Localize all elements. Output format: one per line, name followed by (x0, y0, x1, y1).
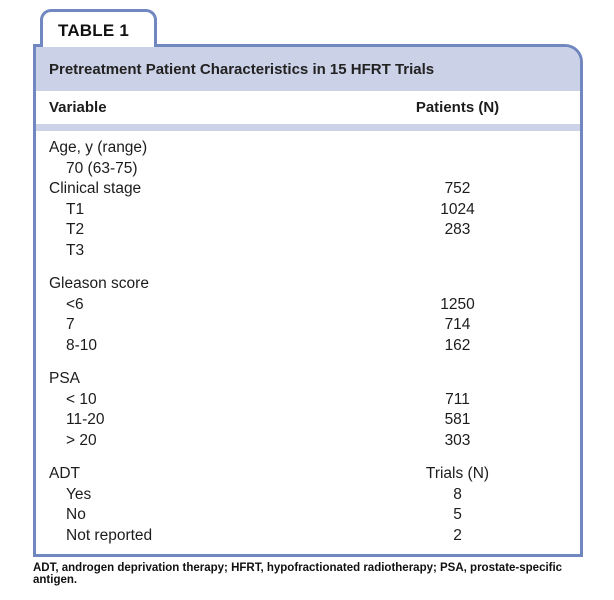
row-value: 714 (444, 316, 471, 334)
row-label: PSA (49, 370, 81, 388)
table-row (36, 138, 580, 159)
row-label: Gleason score (49, 275, 149, 293)
row-value: 581 (444, 411, 471, 429)
table-row (36, 464, 580, 485)
column-header-variable: Variable (49, 99, 107, 116)
table-row (36, 431, 580, 452)
table-row (36, 295, 580, 316)
row-label: Clinical stage (49, 180, 142, 198)
row-label: Not reported (66, 526, 153, 544)
table-section (36, 274, 580, 356)
table-row (36, 159, 580, 180)
characteristics-table (33, 44, 583, 557)
row-label: > 20 (66, 431, 97, 449)
row-value: 283 (444, 221, 471, 239)
table-row (36, 485, 580, 506)
row-label: 70 (63-75) (66, 159, 138, 177)
table-row (36, 220, 580, 241)
table-row (36, 200, 580, 221)
table-row (36, 526, 580, 547)
row-value: 5 (453, 506, 462, 524)
table-tab (40, 9, 157, 47)
row-value: 8 (453, 485, 462, 503)
row-label: < 10 (66, 390, 97, 408)
row-label: 11-20 (66, 411, 105, 429)
table-section (36, 464, 580, 546)
column-header-patients: Patients (N) (415, 99, 500, 116)
table-section (36, 138, 580, 261)
table-row (36, 179, 580, 200)
row-label: Yes (66, 485, 92, 503)
table-row (36, 336, 580, 357)
row-value: 752 (444, 180, 471, 198)
row-label: T3 (66, 241, 85, 259)
row-value: 162 (444, 336, 471, 354)
table-title-bar (36, 47, 580, 91)
table-row (36, 410, 580, 431)
row-label: 7 (66, 316, 75, 334)
table-row (36, 274, 580, 295)
row-label: 8-10 (66, 336, 98, 354)
table-header-row (36, 91, 580, 124)
table-section (36, 369, 580, 451)
table-row (36, 369, 580, 390)
header-separator (36, 124, 580, 131)
row-label: T1 (66, 200, 85, 218)
table-footnote: ADT, androgen deprivation therapy; HFRT, hypofractionated radiotherapy; PSA, prostate-specific antigen. (33, 562, 563, 586)
row-value: 711 (445, 390, 470, 408)
table-tab-label: TABLE 1 (58, 20, 129, 40)
row-value: 2 (453, 526, 462, 544)
row-value: 303 (444, 431, 471, 449)
row-value: Trials (N) (425, 465, 490, 483)
table-row (36, 390, 580, 411)
row-label: <6 (66, 295, 84, 313)
table-row (36, 505, 580, 526)
table-row (36, 315, 580, 336)
row-label: No (66, 506, 86, 524)
table-body (36, 131, 580, 546)
table-title: Pretreatment Patient Characteristics in 15 HFRT Trials (49, 60, 435, 78)
row-value: 1250 (440, 295, 475, 313)
row-label: ADT (49, 465, 80, 483)
row-label: T2 (66, 221, 85, 239)
row-label: Age, y (range) (49, 139, 148, 157)
row-value: 1024 (440, 200, 475, 218)
table-row (36, 241, 580, 262)
